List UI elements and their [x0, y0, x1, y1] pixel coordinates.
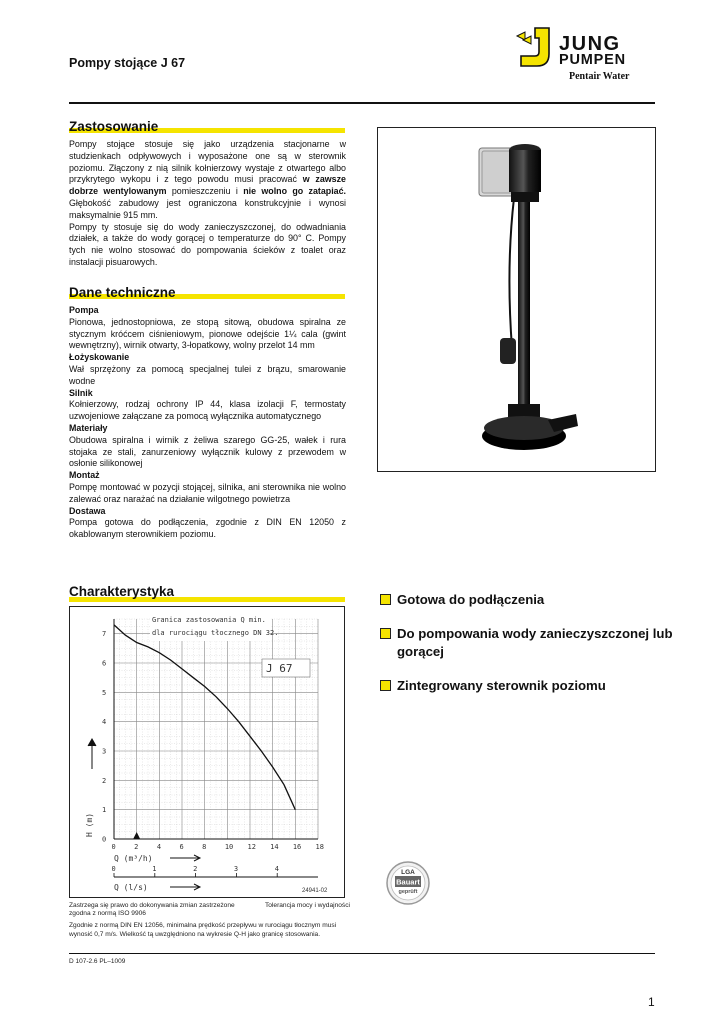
tech-label: Silnik	[69, 387, 93, 398]
logo-jung-text: JUNG	[559, 33, 621, 55]
tech-value: Pompa gotowa do podłączenia, zgodnie z DIN EN 12050 z okablowanym sterownikiem poziomu.	[69, 517, 346, 540]
figure-id: 24941-02	[302, 888, 328, 894]
logo-pumpen-text: PUMPEN	[559, 52, 626, 68]
qh-chart-svg	[70, 607, 344, 897]
tech-label: Łożyskowanie	[69, 352, 130, 363]
tech-value: Pompę montować w pozycji stojącej, silnika, ani sterownika nie wolno zalewać oraz narażać na działanie wilgotnego powietrza	[69, 481, 346, 504]
x-tick-label: 8	[202, 843, 207, 851]
annotation-line-2: dla rurociągu tłocznego DN 32.	[152, 629, 279, 637]
product-photo	[377, 127, 656, 472]
note-right-1: Tolerancja mocy i wydajności	[264, 902, 350, 909]
y-tick-label: 6	[102, 659, 107, 668]
text-run: Pompy stojące stosuje się jako urządzenia stacjonarne w studzienkach odpływowych i wyposażone one są w sterownik poziomu. Złączony z nią silnik kołnierzowy wystaje z otwartego albo przykrytego wykopu i z tego powodu musi pracować	[69, 139, 346, 185]
page-title: Pompy stojące J 67	[69, 56, 186, 70]
tech-label: Dostawa	[69, 505, 106, 516]
zastosowanie-paragraph-1	[69, 139, 346, 222]
y-tick-label: 4	[102, 718, 107, 727]
x2-tick-label: 4	[274, 865, 279, 873]
x2-axis-label: Q (l/s)	[114, 883, 148, 892]
x2-tick-label: 3	[233, 865, 239, 873]
yellow-square-icon	[380, 628, 391, 639]
lga-mid-text: Bauart	[396, 877, 420, 887]
feature-item	[380, 591, 687, 609]
x-tick-label: 10	[224, 843, 234, 851]
x2-axis-arrow	[170, 884, 200, 890]
feature-item	[380, 625, 687, 661]
jung-pumpen-logo	[513, 26, 663, 86]
feature-text: Zintegrowany sterownik poziomu	[397, 678, 606, 693]
x-axis-arrow	[170, 855, 200, 861]
y-tick-label: 5	[102, 688, 107, 697]
tech-value: Obudowa spiralna i wirnik z żeliwa szarego GG-25, wałek i rura stojaka ze stali, zanurzeniowy wyłącznik kulowy z przewodem w osłonie silikonowej	[69, 434, 346, 469]
qmin-marker	[133, 832, 140, 839]
yellow-square-icon	[380, 594, 391, 605]
note-left-1: Zastrzega się prawo do dokonywania zmian zastrzeżone	[69, 902, 235, 909]
y-tick-label: 7	[102, 630, 107, 639]
logo-mark-icon	[513, 26, 557, 70]
tech-value: Kołnierzowy, rodzaj ochrony IP 44, klasa izolacji F, termostaty uzwojeniowe załączane za pomocą wyłącznika automatycznego	[69, 399, 346, 422]
logo-pentair-text: Pentair Water	[569, 71, 630, 82]
x2-tick-label: 0	[111, 865, 116, 873]
x-tick-label: 14	[270, 843, 279, 851]
tech-value: Wał sprzężony za pomocą specjalnej tulei z brązu, smarowanie wodne	[69, 363, 346, 386]
text-run: pomieszczeniu i	[166, 186, 244, 197]
zastosowanie-text	[69, 139, 346, 269]
note-left-2: zgodna z normą ISO 9906	[69, 910, 146, 917]
text-run: Głębokość zabudowy jest ograniczona konstrukcyjnie i wynosi maksymalnie 915 mm.	[69, 197, 346, 220]
feature-item	[380, 677, 687, 695]
x-tick-label: 18	[315, 843, 324, 851]
x-tick-label: 12	[247, 843, 256, 851]
tech-data-list	[69, 305, 346, 541]
lga-top-text: LGA	[401, 869, 415, 876]
tech-value: Pionowa, jednostopniowa, ze stopą sitową, obudowa spiralna ze stycznym króćcem ciśnieniowym, pionowe odejście 1¼ cala (gwint wewnętrzny), wirnik otwarty, 3-łopatkowy, wolny przelot 14 mm	[69, 316, 346, 351]
lga-bot-text: geprüft	[398, 889, 418, 895]
feature-text: Gotowa do podłączenia	[397, 592, 545, 607]
tech-label: Materiały	[69, 422, 108, 433]
x-tick-label: 6	[179, 843, 184, 851]
y-tick-label: 1	[102, 806, 107, 815]
x-tick-label: 16	[292, 843, 302, 851]
x-tick-label: 2	[134, 843, 139, 851]
header-rule	[69, 102, 655, 104]
x2-tick-label: 1	[152, 865, 157, 873]
y-tick-label: 2	[102, 776, 107, 785]
y-tick-label: 0	[102, 835, 107, 844]
pump-illustration	[378, 128, 655, 471]
x2-tick-label: 2	[193, 865, 198, 873]
zastosowanie-paragraph-2: Pompy ty stosuje się do wody zanieczyszczonej, do odwadniania działek, a także do wody gorącej o temperaturze do 90° C. Pompy tych nie wolno stosować do pompowania ścieków z toalet oraz instalacji pisuarowych.	[69, 221, 346, 267]
qh-chart	[69, 606, 345, 898]
document-code: D 107-2.6 PL–1009	[69, 958, 126, 965]
y-axis-arrow	[88, 739, 96, 769]
tech-label: Pompa	[69, 305, 99, 315]
yellow-square-icon	[380, 680, 391, 691]
feature-text: Do pompowania wody zanieczyszczonej lub gorącej	[397, 626, 673, 659]
page-number: 1	[648, 995, 655, 1009]
y-axis-label: H (m)	[85, 812, 94, 837]
lga-certification-badge	[385, 860, 431, 906]
footer-rule	[69, 953, 655, 954]
section-title-dane: Dane techniczne	[69, 285, 176, 300]
series-label: J 67	[266, 662, 293, 675]
x-axis-label: Q (m³/h)	[114, 854, 153, 863]
section-title-zastosowanie: Zastosowanie	[69, 119, 159, 134]
text-run-bold: nie wolno go zatapiać.	[243, 186, 346, 197]
tech-label: Montaż	[69, 470, 100, 481]
text-run-bold: w zawsze dobrze wentylowanym	[69, 174, 346, 197]
y-tick-label: 3	[102, 747, 107, 756]
x-tick-label: 4	[156, 843, 162, 851]
annotation-line-1: Granica zastosowania Q min.	[152, 616, 266, 624]
note-din: Zgodnie z normą DIN EN 12056, minimalna prędkość przepływu w rurociągu tłocznym musi wynosić 0,7 m/s. Wielkość tą uwzględniono na wykresie Q-H jako granicę stosowania.	[69, 922, 337, 938]
section-title-charakterystyka: Charakterystyka	[69, 584, 175, 599]
x-tick-label: 0	[111, 843, 116, 851]
